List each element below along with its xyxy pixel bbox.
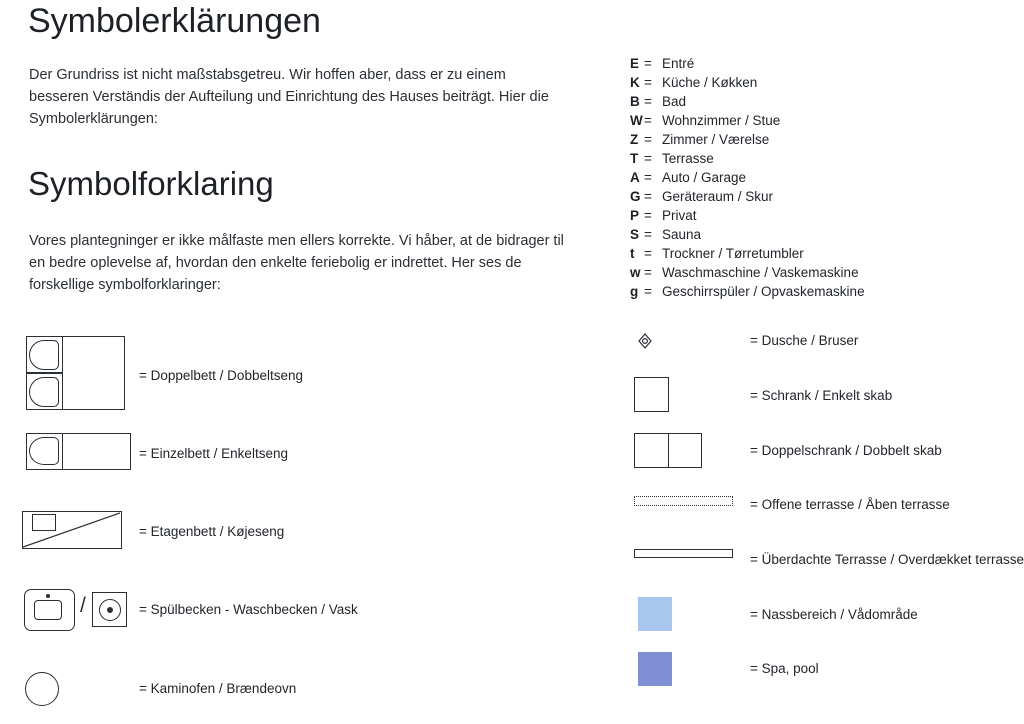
legend-row-sink <box>139 602 358 617</box>
shower-icon <box>636 332 654 350</box>
abbreviation-key: W <box>630 113 643 128</box>
abbreviation-equals: = <box>644 208 652 223</box>
sink-icon <box>24 589 75 631</box>
abbreviation-list <box>630 56 865 303</box>
abbreviation-equals: = <box>644 265 652 280</box>
abbreviation-equals: = <box>644 113 652 128</box>
wet-area-icon <box>638 597 672 631</box>
abbreviation-key: E <box>630 56 640 71</box>
abbreviation-equals: = <box>644 170 652 185</box>
double-cabinet-divider <box>668 434 669 467</box>
abbreviation-value: Geschirrspüler / Opvaskemaskine <box>662 284 865 299</box>
abbreviation-value: Trockner / Tørretumbler <box>662 246 804 261</box>
double-cabinet-icon <box>634 433 702 468</box>
abbreviation-equals: = <box>644 151 652 166</box>
legend-label-bunk-bed: = Etagenbett / Køjeseng <box>139 524 285 539</box>
abbreviation-value: Wohnzimmer / Stue <box>662 113 781 128</box>
covered-terrace-icon <box>634 549 733 558</box>
abbreviation-value: Terrasse <box>662 151 714 166</box>
legend-label-wet-area: = Nassbereich / Vådområde <box>750 607 918 622</box>
abbreviation-row <box>630 75 865 94</box>
abbreviation-value: Küche / Køkken <box>662 75 758 90</box>
abbreviation-equals: = <box>644 227 652 242</box>
page-title-danish: Symbolforklaring <box>28 165 274 202</box>
washbasin-icon <box>92 592 127 627</box>
legend-label-single-bed: = Einzelbett / Enkeltseng <box>139 446 288 461</box>
abbreviation-row <box>630 151 865 170</box>
single-bed-icon <box>26 433 131 470</box>
abbreviation-row <box>630 189 865 208</box>
intro-paragraph-german: Der Grundriss ist nicht maßstabsgetreu. Wir hoffen aber, dass er zu einem besseren Verständis der Aufteilung und Einrichtung des Hauses beiträgt. Hier die Symbolerklärungen: <box>29 67 549 127</box>
legend-row-single-bed <box>139 446 288 461</box>
spa-pool-icon <box>638 652 672 686</box>
abbreviation-key: G <box>630 189 641 204</box>
abbreviation-equals: = <box>644 246 652 261</box>
abbreviation-equals: = <box>644 94 652 109</box>
abbreviation-row <box>630 56 865 75</box>
abbreviation-row <box>630 208 865 227</box>
abbreviation-row <box>630 265 865 284</box>
abbreviation-key: Z <box>630 132 639 147</box>
bunk-bed-icon <box>22 511 122 549</box>
abbreviation-equals: = <box>644 132 652 147</box>
double-bed-icon <box>26 336 125 410</box>
abbreviation-row <box>630 227 865 246</box>
legend-label-open-terrace: = Offene terrasse / Åben terrasse <box>750 497 950 512</box>
legend-label-stove: = Kaminofen / Brændeovn <box>139 681 297 696</box>
abbreviation-value: Geräteraum / Skur <box>662 189 774 204</box>
abbreviation-value: Waschmaschine / Vaskemaskine <box>662 265 859 280</box>
abbreviation-key: g <box>630 284 639 299</box>
abbreviation-value: Privat <box>662 208 697 223</box>
legend-label-sink: = Spülbecken - Waschbecken / Vask <box>139 602 358 617</box>
abbreviation-row <box>630 132 865 151</box>
abbreviation-equals: = <box>644 284 652 299</box>
single-bed-pillow <box>27 434 63 469</box>
sink-tap-dot <box>46 594 50 598</box>
double-bed-pillow-bottom <box>27 373 63 409</box>
page-title-german: Symbolerklärungen <box>28 2 321 40</box>
abbreviation-row <box>630 94 865 113</box>
legend-label-covered-terrace: = Überdachte Terrasse / Overdækket terrasse <box>750 552 1024 567</box>
bunk-bed-diagonal <box>23 512 121 548</box>
abbreviation-value: Bad <box>662 94 687 109</box>
abbreviation-key: K <box>630 75 640 90</box>
legend-label-shower: = Dusche / Bruser <box>750 333 859 348</box>
washbasin-drain-dot <box>107 607 113 613</box>
cabinet-icon <box>634 377 669 412</box>
open-terrace-icon <box>634 496 733 506</box>
abbreviation-key: A <box>630 170 640 185</box>
abbreviation-value: Sauna <box>662 227 702 242</box>
legend-label-double-cabinet: = Doppelschrank / Dobbelt skab <box>750 443 942 458</box>
legend-row-double-bed <box>139 368 303 383</box>
legend-label-double-bed: = Doppelbett / Dobbeltseng <box>139 368 303 383</box>
abbreviation-row <box>630 113 865 132</box>
abbreviation-key: w <box>630 265 641 280</box>
abbreviation-value: Entré <box>662 56 695 71</box>
sink-separator: / <box>80 594 86 617</box>
legend-label-cabinet: = Schrank / Enkelt skab <box>750 388 893 403</box>
abbreviation-key: P <box>630 208 640 223</box>
abbreviation-equals: = <box>644 56 652 71</box>
abbreviation-key: T <box>630 151 639 166</box>
abbreviation-value: Zimmer / Værelse <box>662 132 770 147</box>
abbreviation-row <box>630 246 865 265</box>
legend-row-stove <box>139 681 296 696</box>
intro-paragraph-danish: Vores plantegninger er ikke målfaste men ellers korrekte. Vi håber, at de bidrager til en bedre oplevelse af, hvordan den enkelte feriebolig er indrettet. Her ses de forskellige symbolforklaringer: <box>29 233 564 293</box>
abbreviation-equals: = <box>644 189 652 204</box>
abbreviation-key: t <box>630 246 635 261</box>
abbreviation-key: B <box>630 94 640 109</box>
abbreviation-value: Auto / Garage <box>662 170 747 185</box>
legend-label-spa-pool: = Spa, pool <box>750 661 819 676</box>
abbreviation-equals: = <box>644 75 652 90</box>
abbreviation-row <box>630 170 865 189</box>
wood-stove-icon <box>25 672 59 706</box>
abbreviation-key: S <box>630 227 640 242</box>
sink-basin <box>34 600 62 620</box>
abbreviation-row <box>630 284 865 303</box>
double-bed-pillow-top <box>27 337 63 373</box>
legend-row-bunk-bed <box>139 524 284 539</box>
